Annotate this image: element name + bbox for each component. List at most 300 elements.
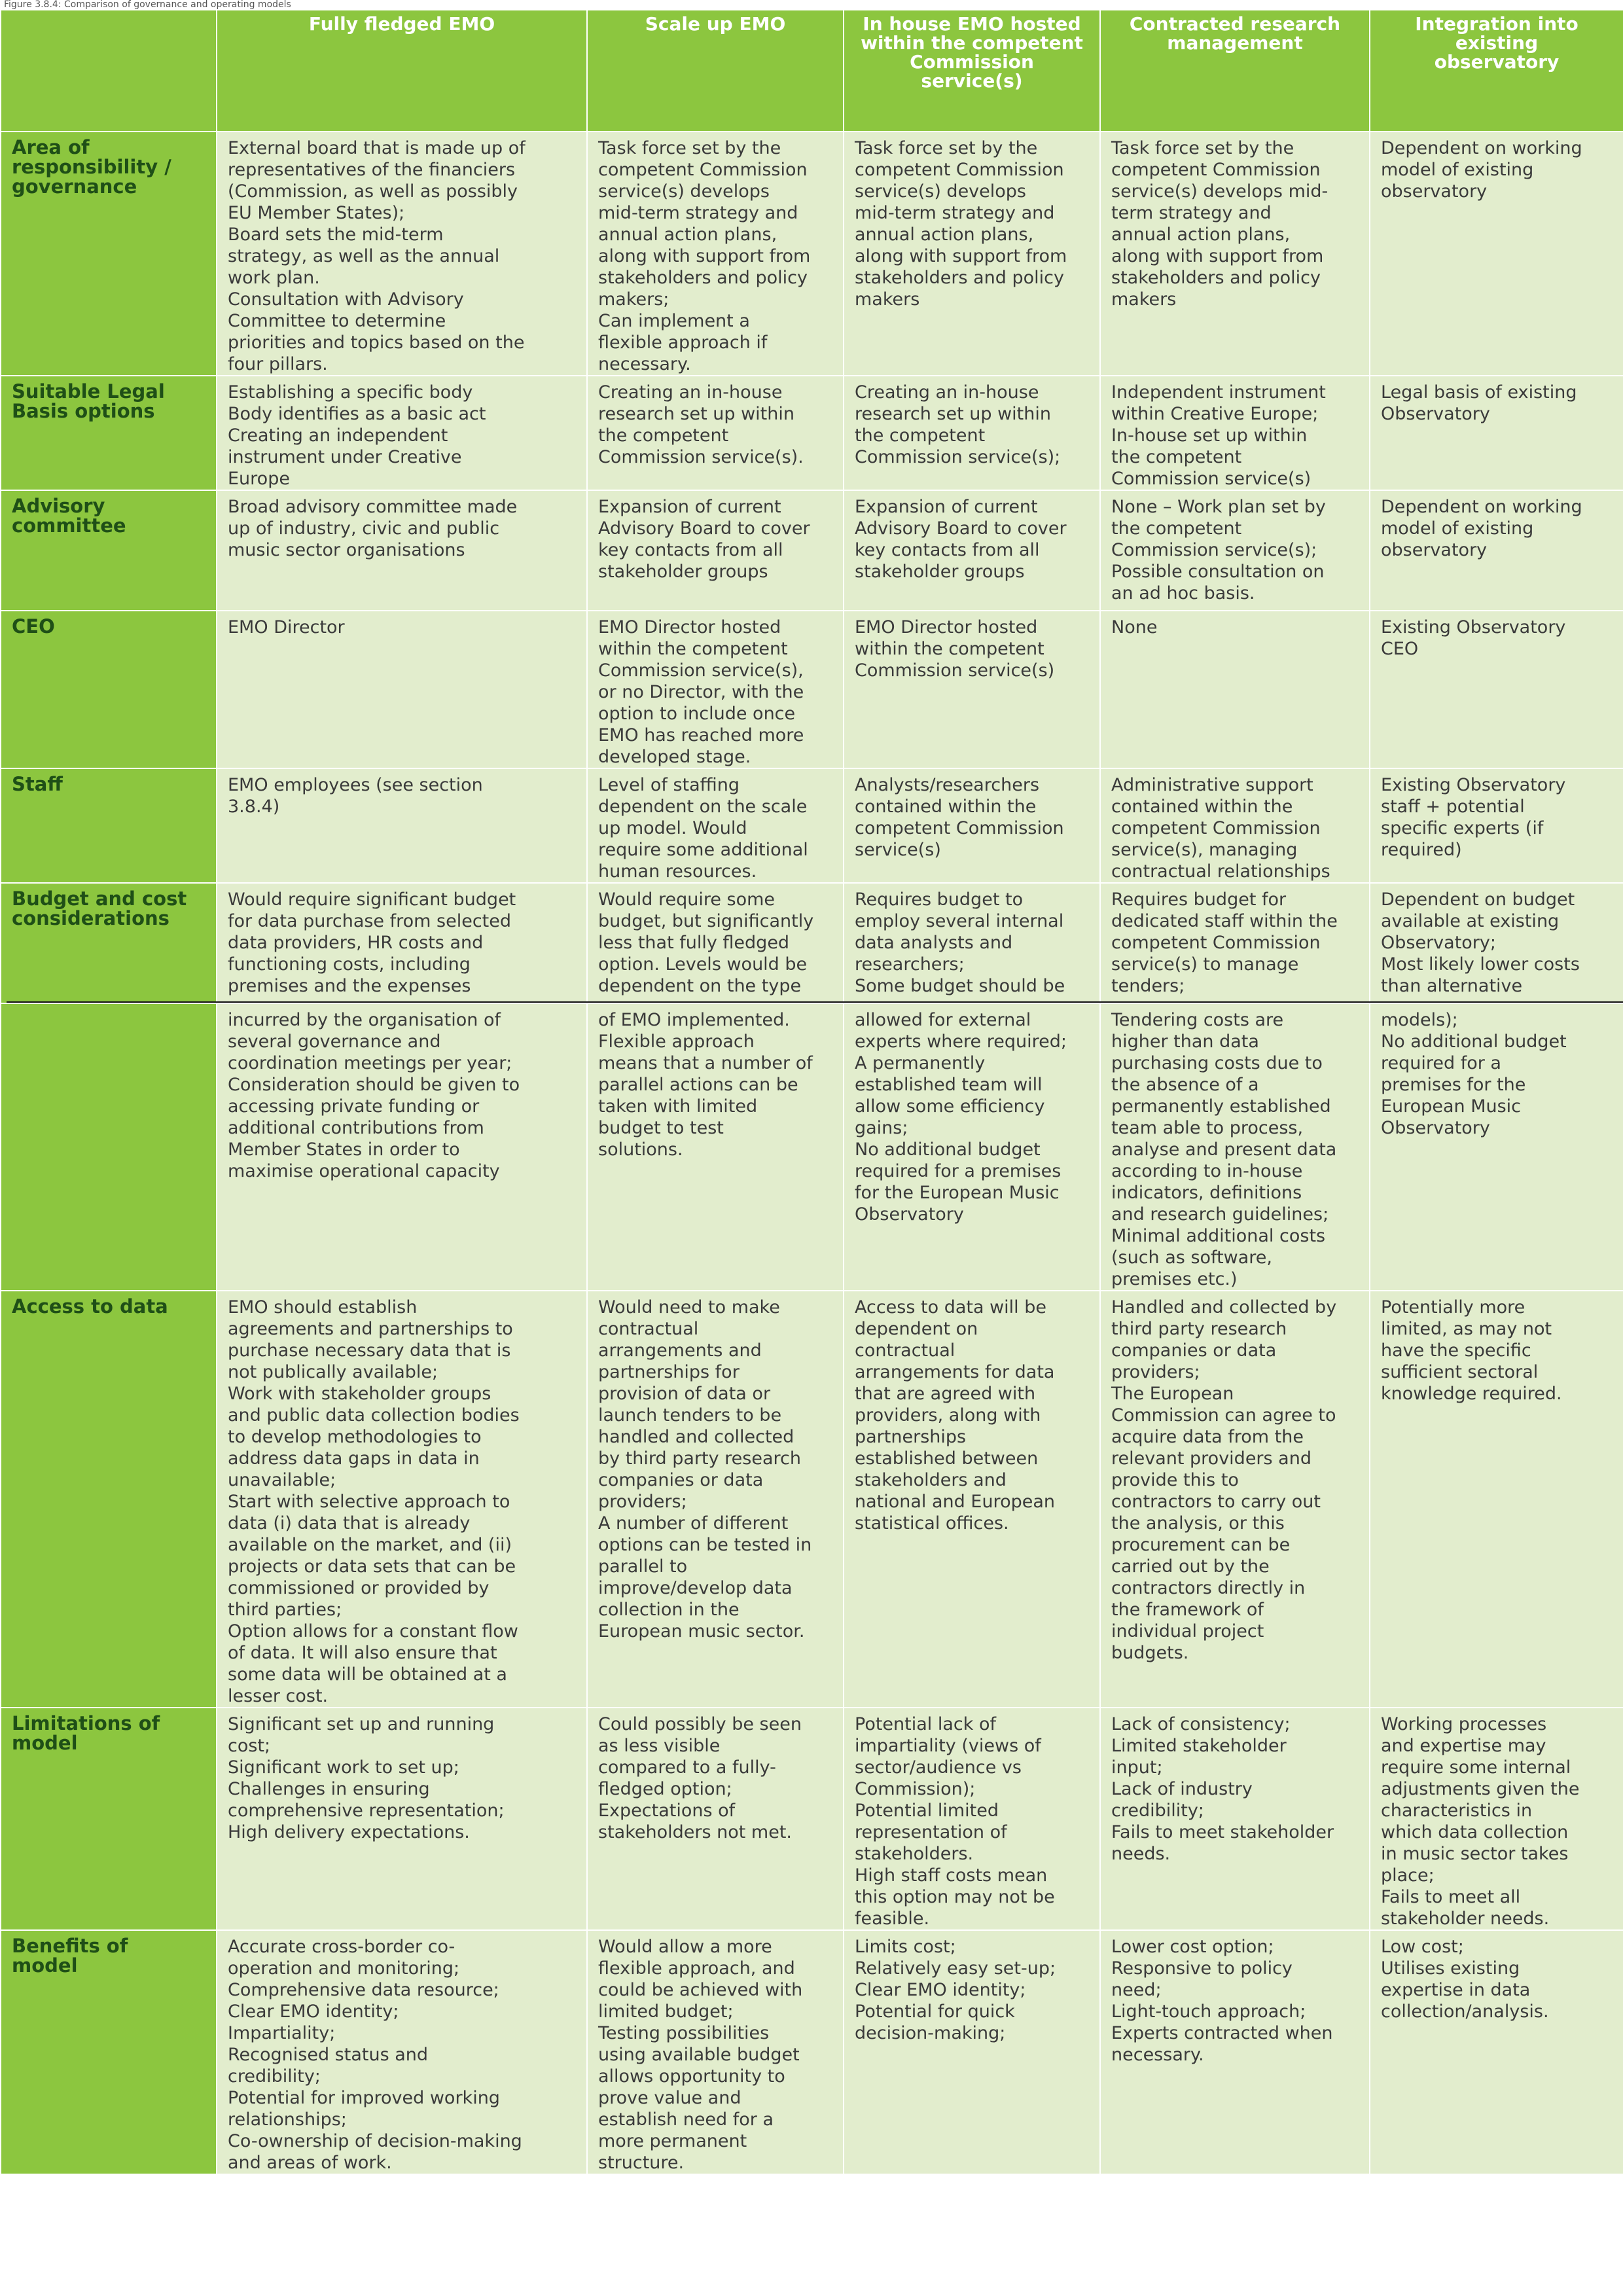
- text-line: In house EMO hosted: [863, 13, 1081, 35]
- text-line: models);: [1381, 1010, 1458, 1030]
- text-line: Commission service(s): [855, 660, 1055, 681]
- text-line: allows opportunity to: [598, 2066, 785, 2087]
- text-line: Potential lack of: [855, 1714, 996, 1734]
- text-line: Possible consultation on: [1111, 562, 1325, 582]
- text-line: competent Commission: [1111, 160, 1321, 180]
- text-line: competent Commission: [1111, 818, 1321, 838]
- text-line: Commission: [910, 51, 1034, 73]
- text-line: mid-term strategy and: [855, 203, 1055, 223]
- text-line: for the European Music: [855, 1183, 1060, 1203]
- text-line: stakeholder needs.: [1381, 1909, 1550, 1929]
- text-line: observatory: [1434, 51, 1560, 73]
- text-line: A permanently: [855, 1053, 986, 1073]
- text-line: adjustments given the: [1381, 1779, 1580, 1799]
- table-cell-scale-up: [587, 768, 844, 883]
- table-cell-fully-fledged: [217, 1708, 587, 1930]
- text-line: projects or data sets that can be: [228, 1556, 516, 1577]
- text-line: Area of: [12, 136, 90, 158]
- text-line: service(s) develops: [855, 181, 1026, 202]
- column-header: [844, 10, 1100, 132]
- table-row: [1, 132, 1623, 376]
- text-line: Basis options: [12, 400, 155, 422]
- text-line: stakeholders and: [855, 1470, 1007, 1490]
- text-line: High delivery expectations.: [228, 1822, 470, 1842]
- table-cell-integration: [1370, 376, 1623, 490]
- text-line: makers: [1111, 289, 1177, 310]
- text-line: expertise in data: [1381, 1980, 1531, 2000]
- text-line: strategy, as well as the annual: [228, 246, 500, 266]
- text-line: service(s): [921, 70, 1023, 92]
- row-header: [1, 1930, 217, 2174]
- text-line: Testing possibilities: [598, 2023, 770, 2043]
- text-line: In-house set up within: [1111, 425, 1308, 446]
- text-line: Would require significant budget: [228, 889, 516, 910]
- text-line: stakeholder groups: [855, 562, 1025, 582]
- text-line: providers;: [1111, 1362, 1200, 1382]
- table-cell-integration: [1370, 1708, 1623, 1930]
- text-line: Clear EMO identity;: [228, 2001, 399, 2022]
- text-line: instrument under Creative: [228, 447, 462, 467]
- text-line: annual action plans,: [598, 224, 777, 245]
- text-line: commissioned or provided by: [228, 1578, 490, 1598]
- row-header: [1, 490, 217, 611]
- text-line: Independent instrument: [1111, 382, 1326, 403]
- text-line: available at existing: [1381, 911, 1560, 931]
- text-line: national and European: [855, 1492, 1055, 1512]
- text-line: premises etc.): [1111, 1269, 1238, 1289]
- text-line: individual project: [1111, 1621, 1264, 1641]
- text-line: Expansion of current: [855, 497, 1038, 517]
- table-cell-in-house: [844, 132, 1100, 376]
- text-line: necessary.: [1111, 2045, 1204, 2065]
- text-line: credibility;: [1111, 1801, 1204, 1821]
- row-header: [1, 1291, 217, 1708]
- text-line: Potential for improved working: [228, 2088, 500, 2108]
- text-line: for data purchase from selected: [228, 911, 512, 931]
- text-line: option to include once: [598, 704, 796, 724]
- text-line: an ad hoc basis.: [1111, 583, 1255, 603]
- table-row: [1, 490, 1623, 611]
- text-line: Task force set by the: [855, 138, 1038, 158]
- text-line: Clear EMO identity;: [855, 1980, 1026, 2000]
- text-line: option. Levels would be: [598, 954, 808, 975]
- text-line: allowed for external: [855, 1010, 1031, 1030]
- text-line: staff + potential: [1381, 797, 1525, 817]
- text-line: structure.: [598, 2153, 685, 2173]
- text-line: additional contributions from: [228, 1118, 484, 1138]
- text-line: contractors to carry out: [1111, 1492, 1321, 1512]
- text-line: improve/develop data: [598, 1578, 793, 1598]
- text-line: research set up within: [598, 404, 794, 424]
- text-line: collection in the: [598, 1600, 740, 1620]
- table-cell-scale-up: [587, 883, 844, 1003]
- text-line: of data. It will also ensure that: [228, 1643, 497, 1663]
- text-line: Working processes: [1381, 1714, 1547, 1734]
- text-line: as less visible: [598, 1736, 721, 1756]
- text-line: contractual: [598, 1319, 699, 1339]
- text-line: sufficient sectoral: [1381, 1362, 1539, 1382]
- table-cell-in-house: [844, 490, 1100, 611]
- table-cell-fully-fledged: [217, 490, 587, 611]
- text-line: less that fully fledged: [598, 933, 790, 953]
- text-line: stakeholders and policy: [1111, 268, 1321, 288]
- text-line: permanently established: [1111, 1096, 1331, 1117]
- text-line: maximise operational capacity: [228, 1161, 500, 1181]
- table-cell-scale-up: [587, 1003, 844, 1291]
- text-line: Dependent on budget: [1381, 889, 1575, 910]
- text-line: up model. Would: [598, 818, 747, 838]
- table-row: [1, 376, 1623, 490]
- text-line: data providers, HR costs and: [228, 933, 484, 953]
- text-line: Creating an in-house: [855, 382, 1039, 403]
- text-line: Commission service(s).: [598, 447, 804, 467]
- text-line: Would require some: [598, 889, 776, 910]
- text-line: annual action plans,: [855, 224, 1034, 245]
- text-line: Advisory: [12, 495, 105, 517]
- text-line: Potentially more: [1381, 1297, 1525, 1318]
- text-line: European Music: [1381, 1096, 1522, 1117]
- table-cell-scale-up: [587, 1708, 844, 1930]
- row-header: [1, 1708, 217, 1930]
- text-line: providers, along with: [855, 1405, 1041, 1426]
- text-line: according to in-house: [1111, 1161, 1303, 1181]
- table-cell-scale-up: [587, 376, 844, 490]
- text-line: flexible approach, and: [598, 1958, 795, 1979]
- text-line: several governance and: [228, 1031, 441, 1052]
- table-row: [1, 768, 1623, 883]
- text-line: EU Member States);: [228, 203, 405, 223]
- text-line: Establishing a specific body: [228, 382, 473, 403]
- text-line: research set up within: [855, 404, 1051, 424]
- text-line: experts where required;: [855, 1031, 1067, 1052]
- text-line: Experts contracted when: [1111, 2023, 1333, 2043]
- text-line: stakeholders and policy: [855, 268, 1064, 288]
- text-line: stakeholders.: [855, 1844, 974, 1864]
- text-line: service(s) to manage: [1111, 954, 1299, 975]
- text-line: contractual: [855, 1340, 955, 1361]
- table-cell-in-house: [844, 883, 1100, 1003]
- text-line: Some budget should be: [855, 976, 1065, 996]
- text-line: Commission service(s);: [855, 447, 1061, 467]
- text-line: which data collection: [1381, 1822, 1569, 1842]
- text-line: Requires budget to: [855, 889, 1024, 910]
- header-corner: [1, 10, 217, 132]
- text-line: model: [12, 1732, 78, 1754]
- text-line: management: [1167, 32, 1303, 54]
- text-line: key contacts from all: [855, 540, 1040, 560]
- text-line: feasible.: [855, 1909, 930, 1929]
- text-line: External board that is made up of: [228, 138, 526, 158]
- table-cell-in-house: [844, 1003, 1100, 1291]
- text-line: budget, but significantly: [598, 911, 814, 931]
- text-line: service(s) develops: [598, 181, 770, 202]
- text-line: competent Commission: [855, 160, 1064, 180]
- text-line: incurred by the organisation of: [228, 1010, 501, 1030]
- text-line: the competent: [598, 425, 729, 446]
- text-line: require some additional: [598, 840, 808, 860]
- text-line: agreements and partnerships to: [228, 1319, 513, 1339]
- text-line: priorities and topics based on the: [228, 332, 525, 353]
- text-line: (such as software,: [1111, 1247, 1272, 1268]
- text-line: provide this to: [1111, 1470, 1239, 1490]
- text-line: competent Commission: [598, 160, 808, 180]
- table-cell-fully-fledged: [217, 611, 587, 768]
- column-header: [587, 10, 844, 132]
- text-line: Access to data: [12, 1295, 168, 1318]
- text-line: human resources.: [598, 861, 757, 882]
- text-line: within the competent: [598, 639, 788, 659]
- table-cell-integration: [1370, 490, 1623, 611]
- row-header: [1, 883, 217, 1003]
- text-line: (Commission, as well as possibly: [228, 181, 518, 202]
- text-line: established team will: [855, 1075, 1043, 1095]
- text-line: stakeholders not met.: [598, 1822, 792, 1842]
- text-line: cost;: [228, 1736, 271, 1756]
- text-line: service(s) develops mid-: [1111, 181, 1329, 202]
- text-line: Observatory;: [1381, 933, 1496, 953]
- text-line: up of industry, civic and public: [228, 518, 500, 539]
- text-line: Benefits of: [12, 1935, 128, 1957]
- text-line: Commission service(s): [1111, 469, 1311, 489]
- text-line: Europe: [228, 469, 290, 489]
- text-line: annual action plans,: [1111, 224, 1291, 245]
- table-row: [1, 1930, 1623, 2174]
- text-line: of EMO implemented.: [598, 1010, 790, 1030]
- text-line: coordination meetings per year;: [228, 1053, 512, 1073]
- text-line: model: [12, 1954, 78, 1977]
- text-line: Legal basis of existing: [1381, 382, 1577, 403]
- table-cell-scale-up: [587, 611, 844, 768]
- text-line: Accurate cross-border co-: [228, 1937, 455, 1957]
- text-line: Task force set by the: [598, 138, 781, 158]
- text-line: service(s), managing: [1111, 840, 1298, 860]
- text-line: and expertise may: [1381, 1736, 1546, 1756]
- text-line: along with support from: [855, 246, 1067, 266]
- text-line: Fails to meet stakeholder: [1111, 1822, 1334, 1842]
- text-line: to develop methodologies to: [228, 1427, 482, 1447]
- text-line: Commission service(s),: [598, 660, 804, 681]
- text-line: observatory: [1381, 181, 1488, 202]
- text-line: competent Commission: [1111, 933, 1321, 953]
- text-line: providers;: [598, 1492, 687, 1512]
- table-cell-contracted: [1100, 883, 1370, 1003]
- text-line: Could possibly be seen: [598, 1714, 802, 1734]
- text-line: required for a premises: [855, 1161, 1061, 1181]
- text-line: required): [1381, 840, 1462, 860]
- text-line: than alternative: [1381, 976, 1523, 996]
- text-line: within the competent: [861, 32, 1083, 54]
- text-line: unavailable;: [228, 1470, 336, 1490]
- text-line: or no Director, with the: [598, 682, 804, 702]
- text-line: Responsive to policy: [1111, 1958, 1293, 1979]
- table-cell-fully-fledged: [217, 883, 587, 1003]
- text-line: EMO Director hosted: [598, 617, 781, 637]
- text-line: Comprehensive data resource;: [228, 1980, 499, 2000]
- text-line: researchers;: [855, 954, 965, 975]
- text-line: observatory: [1381, 540, 1488, 560]
- text-line: Level of staffing: [598, 775, 740, 795]
- table-cell-contracted: [1100, 1708, 1370, 1930]
- text-line: more permanent: [598, 2131, 747, 2151]
- text-line: available on the market, and (ii): [228, 1535, 512, 1555]
- text-line: the competent: [855, 425, 986, 446]
- table-cell-integration: [1370, 611, 1623, 768]
- text-line: Administrative support: [1111, 775, 1313, 795]
- text-line: require some internal: [1381, 1757, 1571, 1778]
- text-line: the competent: [1111, 518, 1242, 539]
- table-row: [1, 1708, 1623, 1930]
- text-line: impartiality (views of: [855, 1736, 1041, 1756]
- text-line: makers;: [598, 289, 669, 310]
- text-line: partnerships: [855, 1427, 967, 1447]
- table-cell-fully-fledged: [217, 768, 587, 883]
- text-line: considerations: [12, 907, 169, 929]
- table-cell-in-house: [844, 1708, 1100, 1930]
- text-line: flexible approach if: [598, 332, 768, 353]
- text-line: premises and the expenses: [228, 976, 471, 996]
- text-line: Relatively easy set-up;: [855, 1958, 1056, 1979]
- text-line: Creating an in-house: [598, 382, 783, 403]
- text-line: that are agreed with: [855, 1384, 1036, 1404]
- text-line: Impartiality;: [228, 2023, 336, 2043]
- text-line: Advisory Board to cover: [598, 518, 810, 539]
- text-line: Commission can agree to: [1111, 1405, 1336, 1426]
- table-cell-integration: [1370, 768, 1623, 883]
- text-line: relationships;: [228, 2109, 347, 2130]
- table-cell-scale-up: [587, 490, 844, 611]
- text-line: dedicated staff within the: [1111, 911, 1338, 931]
- text-line: Flexible approach: [598, 1031, 755, 1052]
- text-line: dependent on the type: [598, 976, 802, 996]
- text-line: need;: [1111, 1980, 1162, 2000]
- table-cell-scale-up: [587, 1291, 844, 1708]
- text-line: EMO Director: [228, 617, 345, 637]
- text-line: Can implement a: [598, 311, 750, 331]
- text-line: Dependent on working: [1381, 497, 1582, 517]
- text-line: Most likely lower costs: [1381, 954, 1580, 975]
- text-line: credibility;: [228, 2066, 321, 2087]
- text-line: Fully fledged EMO: [308, 13, 495, 35]
- text-line: CEO: [12, 615, 55, 637]
- text-line: specific experts (if: [1381, 818, 1544, 838]
- table-cell-contracted: [1100, 132, 1370, 376]
- comparison-table-part-a: [0, 9, 1623, 1004]
- table-cell-in-house: [844, 376, 1100, 490]
- text-line: CEO: [1381, 639, 1419, 659]
- text-line: dependent on the scale: [598, 797, 808, 817]
- text-line: premises for the: [1381, 1075, 1526, 1095]
- text-line: tenders;: [1111, 976, 1185, 996]
- text-line: None: [1111, 617, 1158, 637]
- text-line: and public data collection bodies: [228, 1405, 520, 1426]
- text-line: within the competent: [855, 639, 1044, 659]
- text-line: governance: [12, 175, 137, 198]
- table-cell-scale-up: [587, 1930, 844, 2174]
- text-line: limited, as may not: [1381, 1319, 1552, 1339]
- table-cell-fully-fledged: [217, 1930, 587, 2174]
- text-line: the framework of: [1111, 1600, 1264, 1620]
- text-line: third party research: [1111, 1319, 1287, 1339]
- text-line: Challenges in ensuring: [228, 1779, 430, 1799]
- text-line: Staff: [12, 773, 63, 795]
- table-cell-contracted: [1100, 1930, 1370, 2174]
- text-line: High staff costs mean: [855, 1865, 1048, 1886]
- text-line: statistical offices.: [855, 1513, 1009, 1534]
- table-row: [1, 611, 1623, 768]
- text-line: prove value and: [598, 2088, 741, 2108]
- text-line: third parties;: [228, 1600, 342, 1620]
- text-line: by third party research: [598, 1448, 801, 1469]
- table-cell-in-house: [844, 1930, 1100, 2174]
- text-line: responsibility /: [12, 156, 171, 178]
- text-line: options can be tested in: [598, 1535, 812, 1555]
- text-line: in music sector takes: [1381, 1844, 1569, 1864]
- table-cell-in-house: [844, 611, 1100, 768]
- text-line: contractors directly in: [1111, 1578, 1306, 1598]
- text-line: have the specific: [1381, 1340, 1531, 1361]
- text-line: analyse and present data: [1111, 1139, 1337, 1160]
- text-line: characteristics in: [1381, 1801, 1533, 1821]
- text-line: within Creative Europe;: [1111, 404, 1319, 424]
- text-line: Observatory: [1381, 404, 1490, 424]
- text-line: along with support from: [1111, 246, 1324, 266]
- text-line: stakeholder groups: [598, 562, 768, 582]
- text-line: representatives of the financiers: [228, 160, 516, 180]
- text-line: Consideration should be given to: [228, 1075, 520, 1095]
- text-line: higher than data: [1111, 1031, 1259, 1052]
- text-line: taken with limited: [598, 1096, 758, 1117]
- text-line: Dependent on working: [1381, 138, 1582, 158]
- text-line: handled and collected: [598, 1427, 794, 1447]
- text-line: representation of: [855, 1822, 1007, 1842]
- table-cell-integration: [1370, 883, 1623, 1003]
- text-line: Advisory Board to cover: [855, 518, 1067, 539]
- text-line: necessary.: [598, 354, 691, 374]
- text-line: mid-term strategy and: [598, 203, 798, 223]
- text-line: Suitable Legal: [12, 380, 165, 403]
- table-cell-fully-fledged: [217, 376, 587, 490]
- table-row: [1, 883, 1623, 1003]
- text-line: the analysis, or this: [1111, 1513, 1285, 1534]
- text-line: lesser cost.: [228, 1686, 329, 1706]
- text-line: indicators, definitions: [1111, 1183, 1302, 1203]
- column-header: [1370, 10, 1623, 132]
- text-line: using available budget: [598, 2045, 800, 2065]
- text-line: limited budget;: [598, 2001, 734, 2022]
- text-line: companies or data: [598, 1470, 764, 1490]
- text-line: team able to process,: [1111, 1118, 1304, 1138]
- row-header: [1, 768, 217, 883]
- text-line: Lack of industry: [1111, 1779, 1253, 1799]
- table-cell-fully-fledged: [217, 1003, 587, 1291]
- text-line: Committee to determine: [228, 311, 446, 331]
- text-line: fledged option;: [598, 1779, 732, 1799]
- text-line: Commission service(s);: [1111, 540, 1317, 560]
- text-line: companies or data: [1111, 1340, 1277, 1361]
- text-line: Recognised status and: [228, 2045, 429, 2065]
- text-line: Significant set up and running: [228, 1714, 495, 1734]
- column-header: [217, 10, 587, 132]
- table-cell-integration: [1370, 1930, 1623, 2174]
- text-line: contained within the: [855, 797, 1037, 817]
- text-line: knowledge required.: [1381, 1384, 1562, 1404]
- text-line: comprehensive representation;: [228, 1801, 505, 1821]
- text-line: Commission);: [855, 1779, 976, 1799]
- text-line: stakeholders and policy: [598, 268, 808, 288]
- text-line: partnerships for: [598, 1362, 740, 1382]
- text-line: allow some efficiency: [855, 1096, 1045, 1117]
- table-cell-contracted: [1100, 1003, 1370, 1291]
